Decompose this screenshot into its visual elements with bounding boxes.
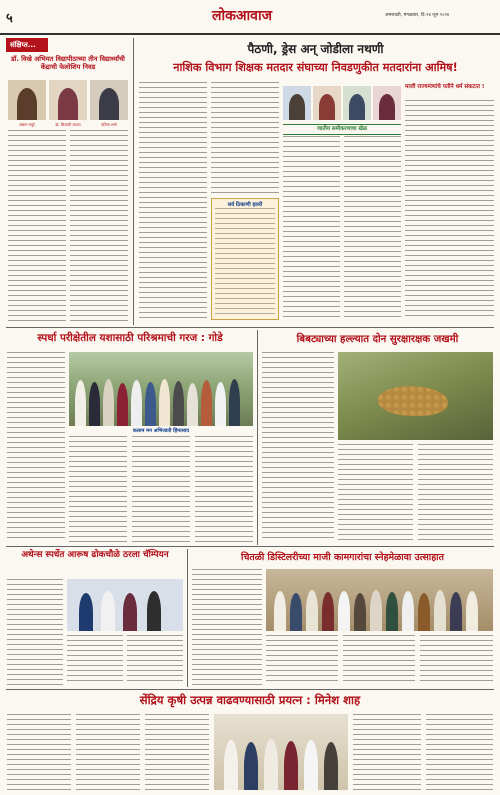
story-athens-col-1	[7, 579, 63, 685]
info-box-title: सर्व ठिकाणी हलरी	[227, 202, 263, 208]
top-story	[137, 38, 494, 325]
story-chitali-col-4	[420, 635, 493, 685]
story-chitali-col-3	[343, 635, 415, 685]
candidate-photo-2	[313, 86, 341, 120]
story-godé-col-1	[7, 352, 65, 542]
story-godé-col-2	[69, 436, 127, 542]
masthead	[0, 0, 500, 36]
page-number: ५	[6, 11, 13, 26]
leopard-photo	[338, 352, 493, 440]
top-story-col-1	[139, 82, 207, 320]
caption-1: अन्नाम मधुरे	[19, 122, 35, 127]
portrait-2	[49, 80, 87, 120]
info-box-body	[215, 208, 275, 316]
story-godé-headline: स्पर्धा परीक्षेतील यशासाठी परिश्रमाची गरज : गोडे	[37, 332, 223, 344]
sankshipta-label: संक्षिप्त...	[6, 38, 48, 52]
sidebar-title: जातीय समीकरणाचा खेळ	[283, 124, 401, 135]
caption-3: प्रतिमा शर्मा	[101, 122, 117, 127]
sidebar-body-2	[344, 136, 401, 320]
candidate-photo-4	[373, 86, 401, 120]
story-leopard-headline: बिबट्याच्या हल्ल्यात दोन सुरक्षारक्षक जखमी	[296, 334, 459, 345]
story-godé-col-4	[195, 436, 253, 542]
story-organic-col-5	[426, 714, 493, 790]
story-chitali	[191, 549, 494, 687]
story-leopard-col-2	[338, 444, 413, 542]
story-chitali-headline: चितळी डिस्टिलरीच्या माजी कामगारांचा स्नेहमेळावा उत्साहात	[241, 552, 444, 563]
story-chitali-col-2	[266, 635, 338, 685]
top-story-col-right	[405, 100, 494, 320]
sankshipta-body-2	[70, 130, 128, 322]
reunion-photo	[266, 569, 493, 631]
top-story-subhead: माजी राज्यमंत्र्यांचे पतीने धर्म संकटात !	[405, 84, 485, 90]
top-story-kicker: पैठणी, ड्रेस अन् जोडीला नथणी	[247, 42, 384, 56]
sankshipta-section	[6, 38, 130, 325]
portrait-3	[90, 80, 128, 120]
story-athens-headline: अथेन्स स्पर्धेत आरूष ढोकचौळे ठरला चॅम्पियन	[21, 550, 169, 560]
story-leopard-col-3	[418, 444, 493, 542]
story-godé	[6, 330, 254, 545]
story-leopard-col-1	[262, 352, 334, 542]
story-athens	[6, 549, 184, 687]
athens-player-photo	[67, 579, 183, 631]
top-story-col-2	[211, 82, 279, 194]
sankshipta-headline: डॉ. विखे अभिमत विद्यापीठाच्या तीन विद्यार्थ्यांची केंद्राची फेलोशिप निवड	[11, 55, 125, 72]
column-divider-3	[187, 549, 188, 687]
column-divider	[133, 38, 134, 325]
masthead-rule	[0, 33, 500, 35]
story-organic-col-1	[7, 714, 71, 790]
brand-logo: लोकआवाज	[212, 8, 272, 24]
story-organic-headline: सेंद्रिय कृषी उत्पन्न वाढवण्यासाठी प्रयत्न : मिनेश शाह	[139, 693, 361, 707]
section-rule-1	[6, 327, 494, 328]
candidate-photo-3	[343, 86, 371, 120]
organic-event-photo	[214, 714, 348, 790]
top-story-headline: नाशिक विभाग शिक्षक मतदार संघाच्या निवडणुकीत मतदारांना आमिष!	[173, 61, 458, 74]
caption-2: डॉ. शिवाणी जाधव	[55, 122, 81, 127]
story-leopard	[261, 330, 494, 545]
date-line: अमरावती, मंगळवार, दि.२४ जून २०२४	[385, 13, 450, 18]
candidate-photo-1	[283, 86, 311, 120]
story-organic-col-3	[145, 714, 209, 790]
story-godé-col-3	[132, 436, 190, 542]
story-chitali-col-1	[192, 569, 262, 685]
sankshipta-body	[8, 130, 66, 322]
story-organic-col-2	[76, 714, 140, 790]
group-photo	[69, 352, 253, 426]
section-rule-3	[6, 689, 494, 690]
story-athens-col-2	[67, 635, 123, 685]
story-athens-col-3	[127, 635, 183, 685]
column-divider-2	[257, 330, 258, 545]
story-organic-col-4	[353, 714, 421, 790]
group-photo-caption: कलाम मन अभिजाती हिंमतराव	[132, 428, 190, 434]
sidebar-body-1	[283, 136, 340, 320]
story-organic	[6, 692, 494, 792]
portrait-1	[8, 80, 46, 120]
section-rule-2	[6, 546, 494, 547]
